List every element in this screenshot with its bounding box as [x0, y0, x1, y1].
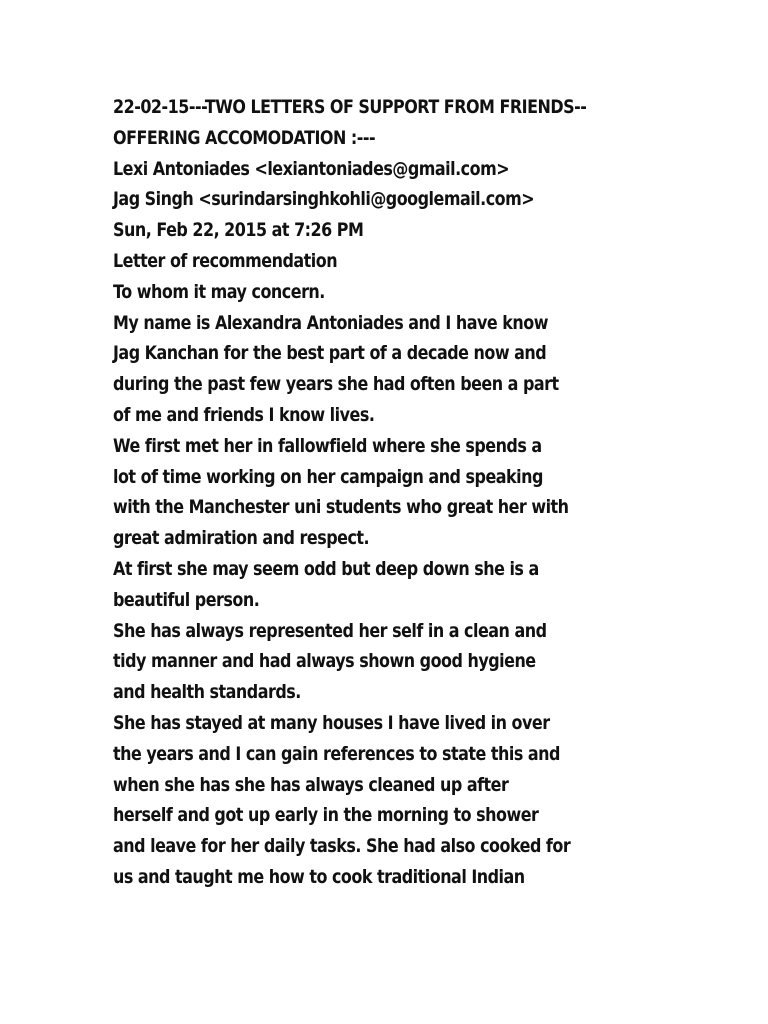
document-text [113, 92, 708, 893]
body-line: herself and got up early in the morning to shower [113, 804, 539, 827]
body-line: lot of time working on her campaign and speaking [113, 465, 543, 488]
subject-line: Letter of recommendation [113, 249, 338, 272]
body-line: tidy manner and had always shown good hygiene [113, 650, 536, 673]
body-line: during the past few years she had often been a part [113, 373, 559, 396]
body-line: the years and I can gain references to state this and [113, 742, 560, 765]
body-line: She has always represented her self in a clean and [113, 619, 547, 642]
heading-line: OFFERING ACCOMODATION :--- [113, 126, 376, 149]
recipient-line: Jag Singh <surindarsinghkohli@googlemail.com> [113, 188, 535, 211]
date-line: Sun, Feb 22, 2015 at 7:26 PM [113, 219, 364, 242]
body-line: great admiration and respect. [113, 527, 370, 550]
body-line: with the Manchester uni students who great her with [113, 496, 569, 519]
body-line: She has stayed at many houses I have lived in over [113, 711, 550, 734]
salutation-line: To whom it may concern. [113, 280, 325, 303]
body-line: us and taught me how to cook traditional Indian [113, 865, 525, 888]
body-line: At first she may seem odd but deep down she is a [113, 557, 539, 580]
body-line: Jag Kanchan for the best part of a decade now and [113, 342, 547, 365]
body-line: of me and friends I know lives. [113, 403, 375, 426]
heading-line: 22-02-15---TWO LETTERS OF SUPPORT FROM FRIENDS-- [113, 96, 587, 118]
body-line: when she has she has always cleaned up after [113, 773, 509, 796]
body-line: and health standards. [113, 681, 301, 704]
body-line: My name is Alexandra Antoniades and I have know [113, 311, 548, 334]
body-line: We first met her in fallowfield where she spends a [113, 434, 542, 457]
body-line: beautiful person. [113, 588, 260, 611]
sender-line: Lexi Antoniades <lexiantoniades@gmail.com> [113, 157, 510, 180]
body-line: and leave for her daily tasks. She had also cooked for [113, 835, 571, 858]
